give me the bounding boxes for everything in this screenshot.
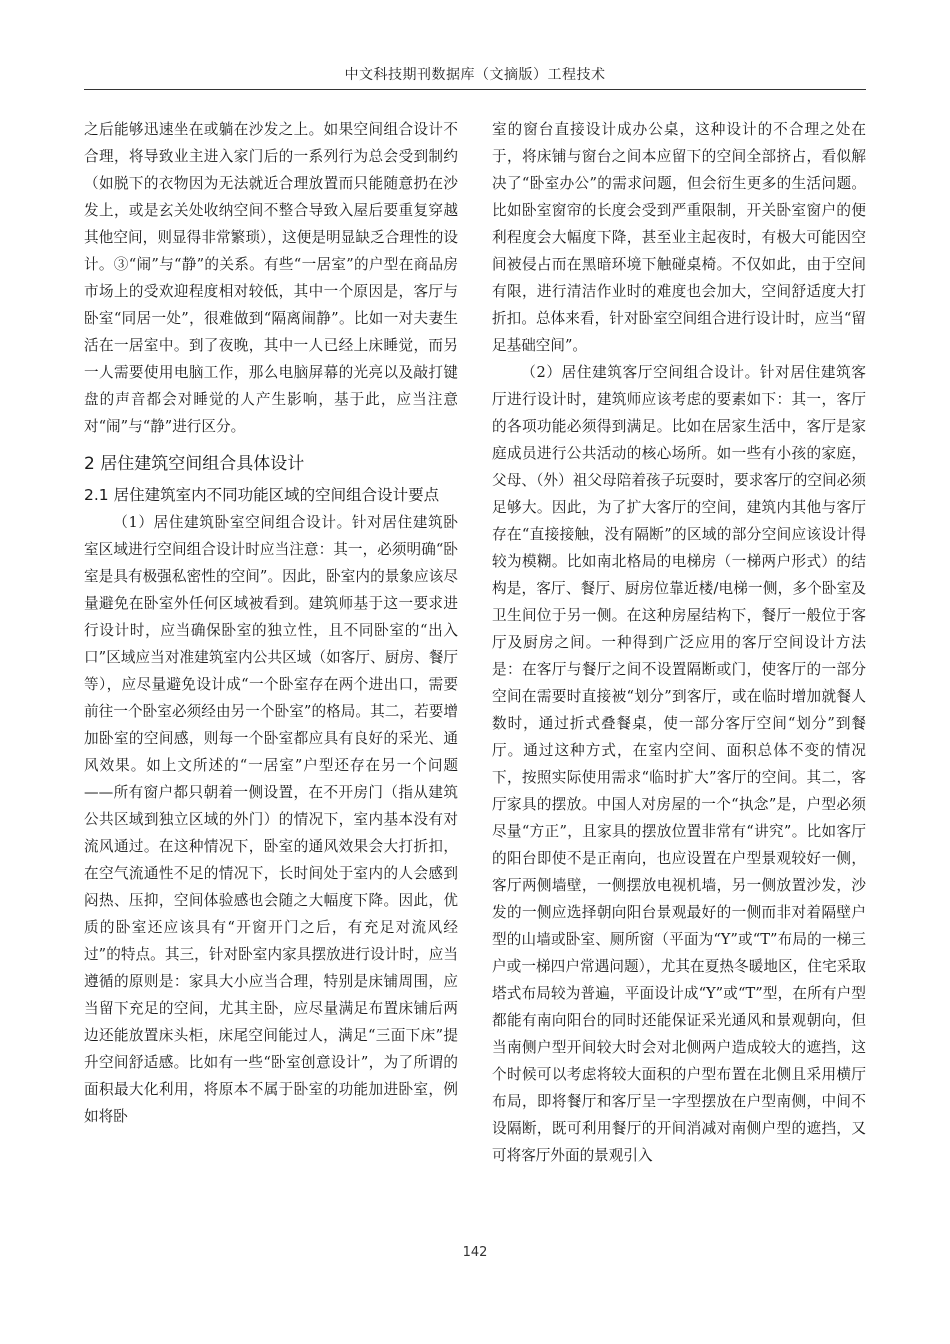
- body-paragraph: 之后能够迅速坐在或躺在沙发之上。如果空间组合设计不合理，将导致业主进入家门后的一系列行为总会受到制约（如脱下的衣物因为无法就近合理放置而只能随意扔在沙发上，或是玄关处收纳空间不整合导致入屋后要重复穿越其他空间，则显得非常繁琐），这便是明显缺乏合理性的设计。③“闹”与“静”的关系。有些“一居室”的户型在商品房市场上的受欢迎程度相对较低，其中一个原因是，客厅与卧室“同居一处”，很难做到“隔离闹静”。比如一对夫妻生活在一居室中。到了夜晚，其中一人已经上床睡觉，而另一人需要使用电脑工作，那么电脑屏幕的光亮以及敲打键盘的声音都会对睡觉的人产生影响，基于此，应当注意对“闹”与“静”进行区分。: [84, 121, 458, 435]
- left-column: [84, 116, 458, 1130]
- body-paragraph: 室的窗台直接设计成办公桌，这种设计的不合理之处在于，将床铺与窗台之间本应留下的空间全部挤占，看似解决了“卧室办公”的需求问题，但会衍生更多的生活问题。比如卧室窗帘的长度会受到严重限制，开关卧室窗户的便利程度会大幅度下降，甚至业主起夜时，有极大可能因空间被侵占而在黑暗环境下触碰桌椅。不仅如此，由于空间有限，进行清洁作业时的难度也会加大，空间舒适度大打折扣。总体来看，针对卧室空间组合进行设计时，应当“留足基础空间”。: [492, 121, 866, 354]
- subsection-heading: 2.1 居住建筑室内不同功能区域的空间组合设计要点: [84, 486, 440, 504]
- page-number: 142: [462, 1245, 488, 1260]
- section-heading: 2 居住建筑空间组合具体设计: [84, 454, 305, 474]
- journal-header: 中文科技期刊数据库（文摘版）工程技术: [344, 67, 606, 83]
- header-divider: [84, 89, 866, 90]
- body-paragraph: （1）居住建筑卧室空间组合设计。针对居住建筑卧室区域进行空间组合设计时应当注意：其一，必须明确“卧室是具有极强私密性的空间”。因此，卧室内的景象应该尽量避免在卧室外任何区域被看到。建筑师基于这一要求进行设计时，应当确保卧室的独立性，且不同卧室的“出入口”区域应当对准建筑室内公共区域（如客厅、厨房、餐厅等），应尽量避免设计成“一个卧室存在两个进出口，需要前往一个卧室必须经由另一个卧室”的格局。其二，若要增加卧室的空间感，则每一个卧室都应具有良好的采光、通风效果。如上文所述的“一居室”户型还存在另一个问题——所有窗户都只朝着一侧设置，在不开房门（指从建筑公共区域到独立区域的外门）的情况下，室内基本没有对流风通过。在这种情况下，卧室的通风效果会大打折扣，在空气流通性不足的情况下，长时间处于室内的人会感到闷热、压抑，空间体验感也会随之大幅度下降。因此，优质的卧室还应该具有“开窗开门之后，有充足对流风经过”的特点。其三，针对卧室内家具摆放进行设计时，应当遵循的原则是：家具大小应当合理，特别是床铺周围，应当留下充足的空间，尤其主卧，应尽量满足布置床铺后两边还能放置床头柜，床尾空间能过人，满足“三面下床”提升空间舒适感。比如有一些“卧室创意设计”，为了所谓的面积最大化利用，将原本不属于卧室的功能加进卧室，例如将卧: [84, 514, 458, 1125]
- right-column: [492, 116, 866, 1169]
- body-paragraph: （2）居住建筑客厅空间组合设计。针对居住建筑客厅进行设计时，建筑师应该考虑的要素如下：其一，客厅的各项功能必须得到满足。比如在居家生活中，客厅是家庭成员进行公共活动的核心场所。如一些有小孩的家庭，父母、（外）祖父母陪着孩子玩耍时，要求客厅的空间必须足够大。因此，为了扩大客厅的空间，建筑内其他与客厅存在“直接接触，没有隔断”的区域的部分空间应该设计得较为模糊。比如南北格局的电梯房（一梯两户形式）的结构是，客厅、餐厅、厨房位靠近楼/电梯一侧，多个卧室及卫生间位于另一侧。在这种房屋结构下，餐厅一般位于客厅及厨房之间。一种得到广泛应用的客厅空间设计方法是：在客厅与餐厅之间不设置隔断或门，使客厅的一部分空间在需要时直接被“划分”到客厅，或在临时增加就餐人数时，通过折式叠餐桌，使一部分客厅空间“划分”到餐厅。通过这种方式，在室内空间、面积总体不变的情况下，按照实际使用需求“临时扩大”客厅的空间。其二，客厅家具的摆放。中国人对房屋的一个“执念”是，户型必须尽量“方正”，且家具的摆放位置非常有“讲究”。比如客厅的阳台即使不是正南向，也应设置在户型景观较好一侧，客厅两侧墙壁，一侧摆放电视机墙，另一侧放置沙发，沙发的一侧应选择朝向阳台景观最好的一侧而非对着隔壁户型的山墙或卧室、厕所窗（平面为“Y”或“T”布局的一梯三户或一梯四户常遇问题），尤其在夏热冬暖地区，住宅采取塔式布局较为普遍，平面设计成“Y”或“T”型，在所有户型都能有南向阳台的同时还能保证采光通风和景观朝向，但当南侧户型开间较大时会对北侧两户造成较大的遮挡，这个时候可以考虑将较大面积的户型布置在北侧且采用横厅布局，即将餐厅和客厅呈一字型摆放在户型南侧，中间不设隔断，既可利用餐厅的开间消减对南侧户型的遮挡，又可将客厅外面的景观引入: [492, 364, 866, 1164]
